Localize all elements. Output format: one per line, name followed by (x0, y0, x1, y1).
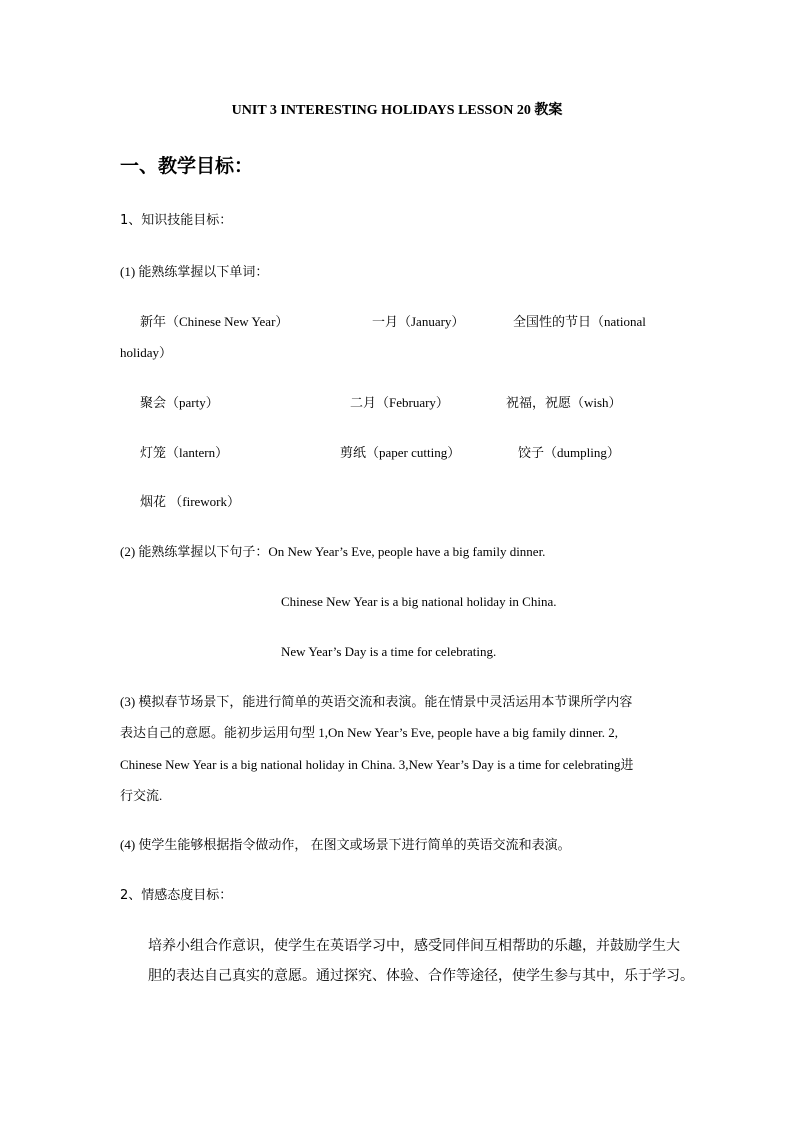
sentence-item: New Year’s Day is a time for celebrating. (281, 644, 497, 659)
paragraph-line: Chinese New Year is a big national holiday in China. 3,New Year’s Day is a time for celebrating进 (120, 757, 634, 772)
vocab-item: 新年（Chinese New Year） (140, 314, 289, 329)
vocab-item: 全国性的节日（national (513, 314, 646, 329)
vocab-item: 祝福，祝愿（wish） (506, 395, 622, 410)
document-title: UNIT 3 INTERESTING HOLIDAYS LESSON 20 教案 (231, 103, 563, 118)
vocab-item: 剪纸（paper cutting） (340, 445, 461, 460)
section-heading-objectives: 一、教学目标： (120, 155, 254, 177)
paragraph-line: 培养小组合作意识，使学生在英语学习中，感受同伴间互相帮助的乐趣，并鼓励学生大 (148, 938, 680, 954)
vocab-item: 一月（January） (372, 314, 465, 329)
paragraph-actions: (4) 使学生能够根据指令做动作， 在图文或场景下进行简单的英语交流和表演。 (120, 837, 571, 852)
paragraph-line: (3) 模拟春节场景下，能进行简单的英语交流和表演。能在情景中灵活运用本节课所学内容 (120, 694, 633, 709)
paragraph-line: 行交流. (120, 788, 163, 803)
vocab-item: 饺子（dumpling） (518, 445, 620, 460)
subheading-emotional-attitude: 2、情感态度目标： (120, 888, 233, 903)
vocab-item-continuation: holiday） (120, 345, 172, 360)
vocab-item: 二月（February） (350, 395, 449, 410)
paragraph-line: 胆的表达自己真实的意愿。通过探究、体验、合作等途径，使学生参与其中，乐于学习。 (148, 968, 694, 984)
vocab-item: 烟花 （firework） (140, 494, 241, 509)
subheading-knowledge-skills: 1、知识技能目标： (120, 213, 233, 228)
paragraph-sentences-intro: (2) 能熟练掌握以下句子：On New Year’s Eve, people have a big family dinner. (120, 544, 546, 559)
vocab-item: 聚会（party） (140, 395, 219, 410)
sentence-item: Chinese New Year is a big national holiday in China. (281, 594, 557, 609)
paragraph-line: 表达自己的意愿。能初步运用句型 1,On New Year’s Eve, people have a big family dinner. 2, (120, 725, 619, 740)
vocab-item: 灯笼（lantern） (140, 445, 229, 460)
paragraph-vocab-intro: (1) 能熟练掌握以下单词： (120, 264, 269, 279)
